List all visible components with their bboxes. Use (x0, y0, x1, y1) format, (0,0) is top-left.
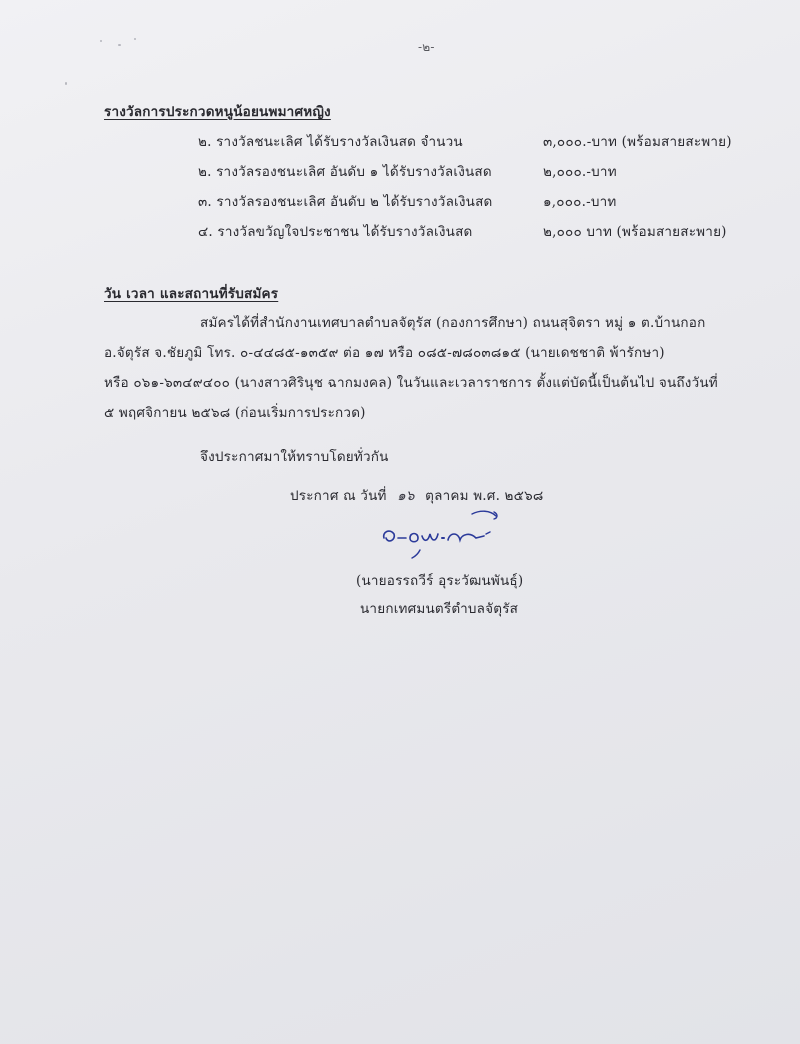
announce-prefix: ประกาศ ณ วันที่ (290, 488, 387, 504)
signer-name: (นายอรรถวีร์ อุระวัฒนพันธุ์) (356, 573, 524, 589)
apply-line-2: อ.จัตุรัส จ.ชัยภูมิ โทร. ๐-๔๔๘๕-๑๓๕๙ ต่อ ๑๗ หรือ ๐๘๕-๗๘๐๓๘๑๕ (นายเดชชาติ พ้ารักษา) (104, 345, 665, 361)
announce-suffix: ตุลาคม พ.ศ. ๒๕๖๘ (425, 488, 544, 504)
prize-item-3-amount: ๑,๐๐๐.-บาท (543, 194, 617, 210)
paper-speck (100, 40, 102, 42)
signer-position: นายกเทศมนตรีตำบลจัตุรัส (360, 601, 519, 617)
signature (376, 498, 516, 568)
announce-day: ๑๖ (397, 488, 415, 504)
closing-text: จึงประกาศมาให้ทราบโดยทั่วกัน (200, 449, 389, 465)
paper-speck (118, 44, 121, 46)
prize-heading: รางวัลการประกวดหนูน้อยนพมาศหญิง (104, 104, 331, 120)
paper-speck (134, 38, 136, 40)
apply-line-1: สมัครได้ที่สำนักงานเทศบาลตำบลจัตุรัส (กองการศึกษา) ถนนสุจิตรา หมู่ ๑ ต.บ้านกอก (200, 315, 706, 331)
prize-item-2-amount: ๒,๐๐๐.-บาท (543, 164, 617, 180)
paper-speck (65, 82, 67, 85)
prize-item-2-label: ๒. รางวัลรองชนะเลิศ อันดับ ๑ ได้รับรางวัลเงินสด (198, 164, 492, 180)
apply-heading: วัน เวลา และสถานที่รับสมัคร (104, 286, 279, 302)
apply-line-4: ๕ พฤศจิกายน ๒๕๖๘ (ก่อนเริ่มการประกวด) (104, 405, 366, 421)
prize-item-1-label: ๒. รางวัลชนะเลิศ ได้รับรางวัลเงินสด จำนวน (198, 134, 463, 150)
prize-item-4-amount: ๒,๐๐๐ บาท (พร้อมสายสะพาย) (543, 224, 727, 240)
prize-item-1-amount: ๓,๐๐๐.-บาท (พร้อมสายสะพาย) (543, 134, 732, 150)
apply-line-3: หรือ ๐๖๑-๖๓๔๙๔๐๐ (นางสาวศิรินุช ฉากมงคล) ในวันและเวลาราชการ ตั้งแต่บัดนี้เป็นต้นไป จนถึงวันที่ (104, 375, 718, 391)
prize-item-3-label: ๓. รางวัลรองชนะเลิศ อันดับ ๒ ได้รับรางวัลเงินสด (198, 194, 493, 210)
prize-item-4-label: ๔. รางวัลขวัญใจประชาชน ได้รับรางวัลเงินสด (198, 224, 473, 240)
page-number: -๒- (418, 40, 435, 54)
